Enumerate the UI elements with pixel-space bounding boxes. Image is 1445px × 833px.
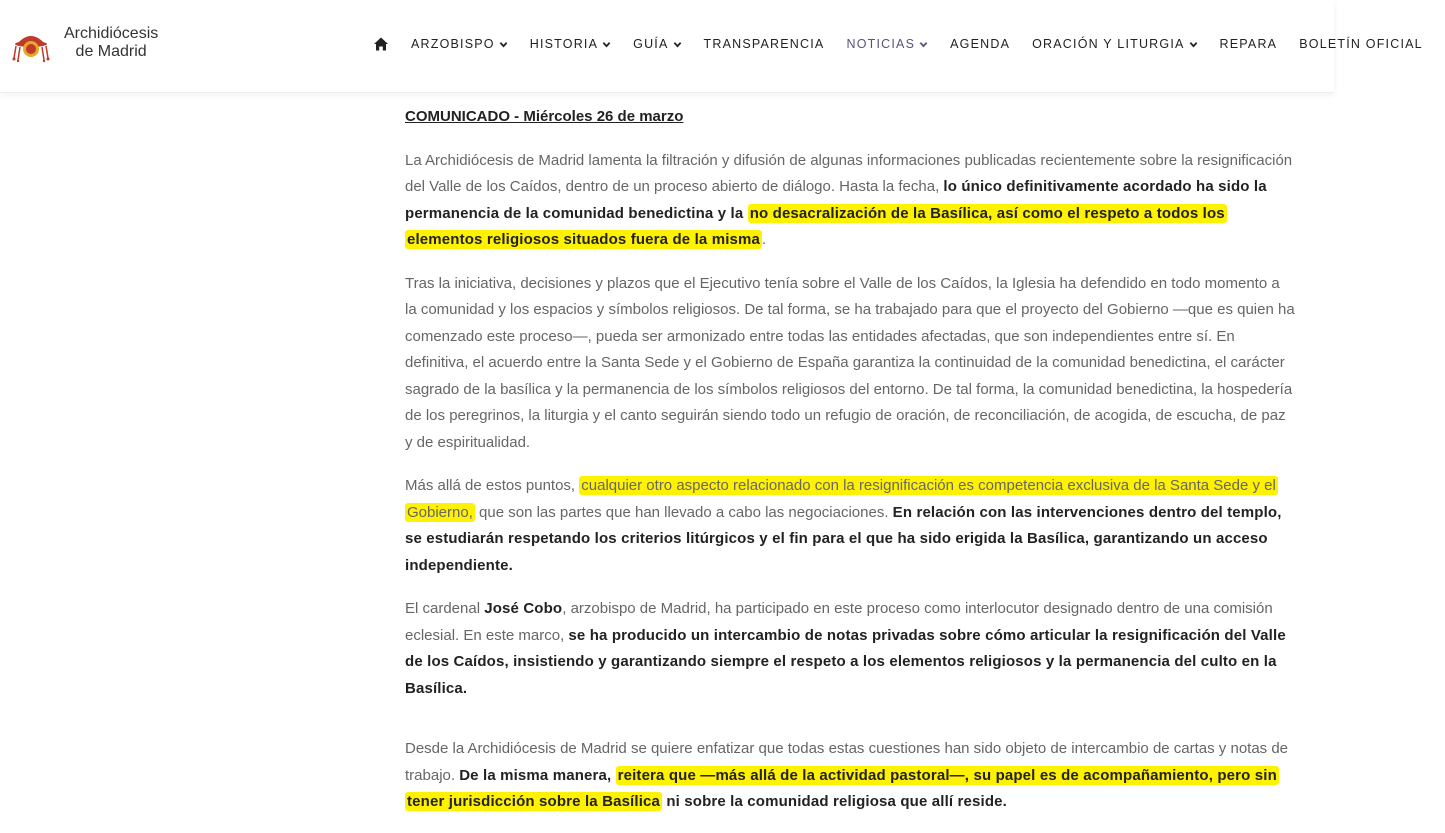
paragraph-text: que son las partes que han llevado a cabo las negociaciones. [474, 503, 893, 521]
paragraph-text: Más allá de estos puntos, [405, 477, 580, 494]
nav-item-boletin-oficial[interactable] [1299, 37, 1423, 51]
paragraph-2: Tras la iniciativa, decisiones y plazos que el Ejecutivo tenía sobre el Valle de los Caídos, la Iglesia ha defendido en todo momento a la comunidad y los espacios y símbolos religiosos. De tal forma, se ha trabajado para que el proyecto del Gobierno —que es quien ha comenzado este proceso—, pueda ser armonizado entre todas las entidades afectadas, que son independientes entre sí. En definitiva, el acuerdo entre la Santa Sede y el Gobierno de España garantiza la continuidad de la comunidad benedictina, el carácter sagrado de la basílica y la permanencia de los símbolos religiosos del entorno. De tal forma, la comunidad benedictina, la hospedería de los peregrinos, la liturgia y el canto seguirán siendo todo un refugio de oración, de reconciliación, de acogida, de escucha, de paz y de espiritualidad. [405, 274, 1295, 451]
bold-text: lo único definitivamente acordado ha sido la permanencia de la comunidad benedictina y la [405, 178, 1267, 222]
paragraph-4 [405, 596, 1295, 702]
nav-item-agenda[interactable] [950, 37, 1010, 51]
bold-text: ni sobre la comunidad religiosa que allí reside. [662, 793, 1007, 810]
highlighted-text: reitera que —más allá de la actividad pastoral—, su papel es de acompañamiento, pero sin tener jurisdicción sobre la Basílica [407, 766, 1277, 810]
bold-text: En relación con las intervenciones dentro del templo, se estudiarán respetando los criterios litúrgicos y el fin para el que ha sido erigida la Basílica, garantizando un acceso independiente. [405, 503, 1282, 574]
nav-label: BOLETÍN OFICIAL [1299, 37, 1423, 51]
nav-label: ORACIÓN Y LITURGIA [1032, 37, 1185, 51]
chevron-down-icon [919, 40, 928, 49]
nav-label: AGENDA [950, 37, 1011, 51]
highlighted-text: no desacralización de la Basílica, así como el respeto a todos los elementos religiosos situados fuera de la misma [407, 204, 1225, 248]
nav-label: REPARA [1219, 37, 1278, 51]
paragraph-text: La Archidiócesis de Madrid lamenta la filtración y difusión de algunas informaciones publicadas recientemente sobre la resignificación del Valle de los Caídos, dentro de un proceso abierto de diálogo. Hasta la fecha, [405, 151, 1293, 195]
main-nav [373, 36, 1445, 52]
logo-line-2: de Madrid [75, 43, 147, 60]
nav-item-oracion-y-liturgia[interactable] [1032, 37, 1197, 51]
cardinal-hat-icon [12, 24, 50, 62]
nav-label: NOTICIAS [846, 37, 916, 51]
logo-line-1: Archidiócesis [64, 25, 159, 42]
paragraph-5 [405, 736, 1295, 816]
paragraph-text: . [762, 231, 767, 248]
highlighted-text: cualquier otro aspecto relacionado con la resignificación es competencia exclusiva de la Santa Sede y el Gobierno, [407, 477, 1276, 521]
bold-text: De la misma manera, [459, 766, 616, 784]
nav-label: HISTORIA [529, 37, 599, 51]
paragraph-3 [405, 473, 1295, 579]
paragraph-text: , arzobispo de Madrid, ha participado en este proceso como interlocutor designado dentro de una comisión eclesial. En este marco, [405, 600, 1273, 644]
home-icon[interactable] [373, 36, 389, 52]
nav-item-repara[interactable] [1220, 37, 1278, 51]
logo-text [64, 25, 158, 61]
nav-item-guia[interactable] [633, 37, 681, 51]
site-header [0, 0, 1423, 93]
paragraph-text: El cardenal [405, 600, 485, 617]
bold-text: se ha producido un intercambio de notas privadas sobre cómo articular la resignificación del Valle de los Caídos, insistiendo y garantizando siempre el respeto a los elementos religiosos y la permanencia del culto en la Basílica. [405, 626, 1286, 697]
paragraph-text: Desde la Archidiócesis de Madrid se quiere enfatizar que todas estas cuestiones han sido objeto de intercambio de cartas y notas de trabajo. [405, 740, 1289, 784]
article-content [405, 104, 1295, 833]
nav-label: TRANSPARENCIA [703, 37, 825, 51]
nav-label: GUÍA [633, 37, 669, 51]
nav-label: ARZOBISPO [411, 37, 495, 51]
nav-item-transparencia[interactable] [704, 37, 825, 51]
article-title: COMUNICADO - Miércoles 26 de marzo [405, 108, 684, 125]
site-logo[interactable] [12, 24, 158, 62]
chevron-down-icon [602, 40, 611, 49]
chevron-down-icon [1189, 40, 1198, 49]
nav-item-noticias[interactable] [846, 37, 928, 51]
chevron-down-icon [673, 40, 682, 49]
paragraph-1 [405, 148, 1295, 254]
nav-item-historia[interactable] [530, 37, 611, 51]
chevron-down-icon [499, 40, 508, 49]
bold-text: José Cobo [484, 600, 563, 617]
nav-item-arzobispo[interactable] [411, 37, 508, 51]
